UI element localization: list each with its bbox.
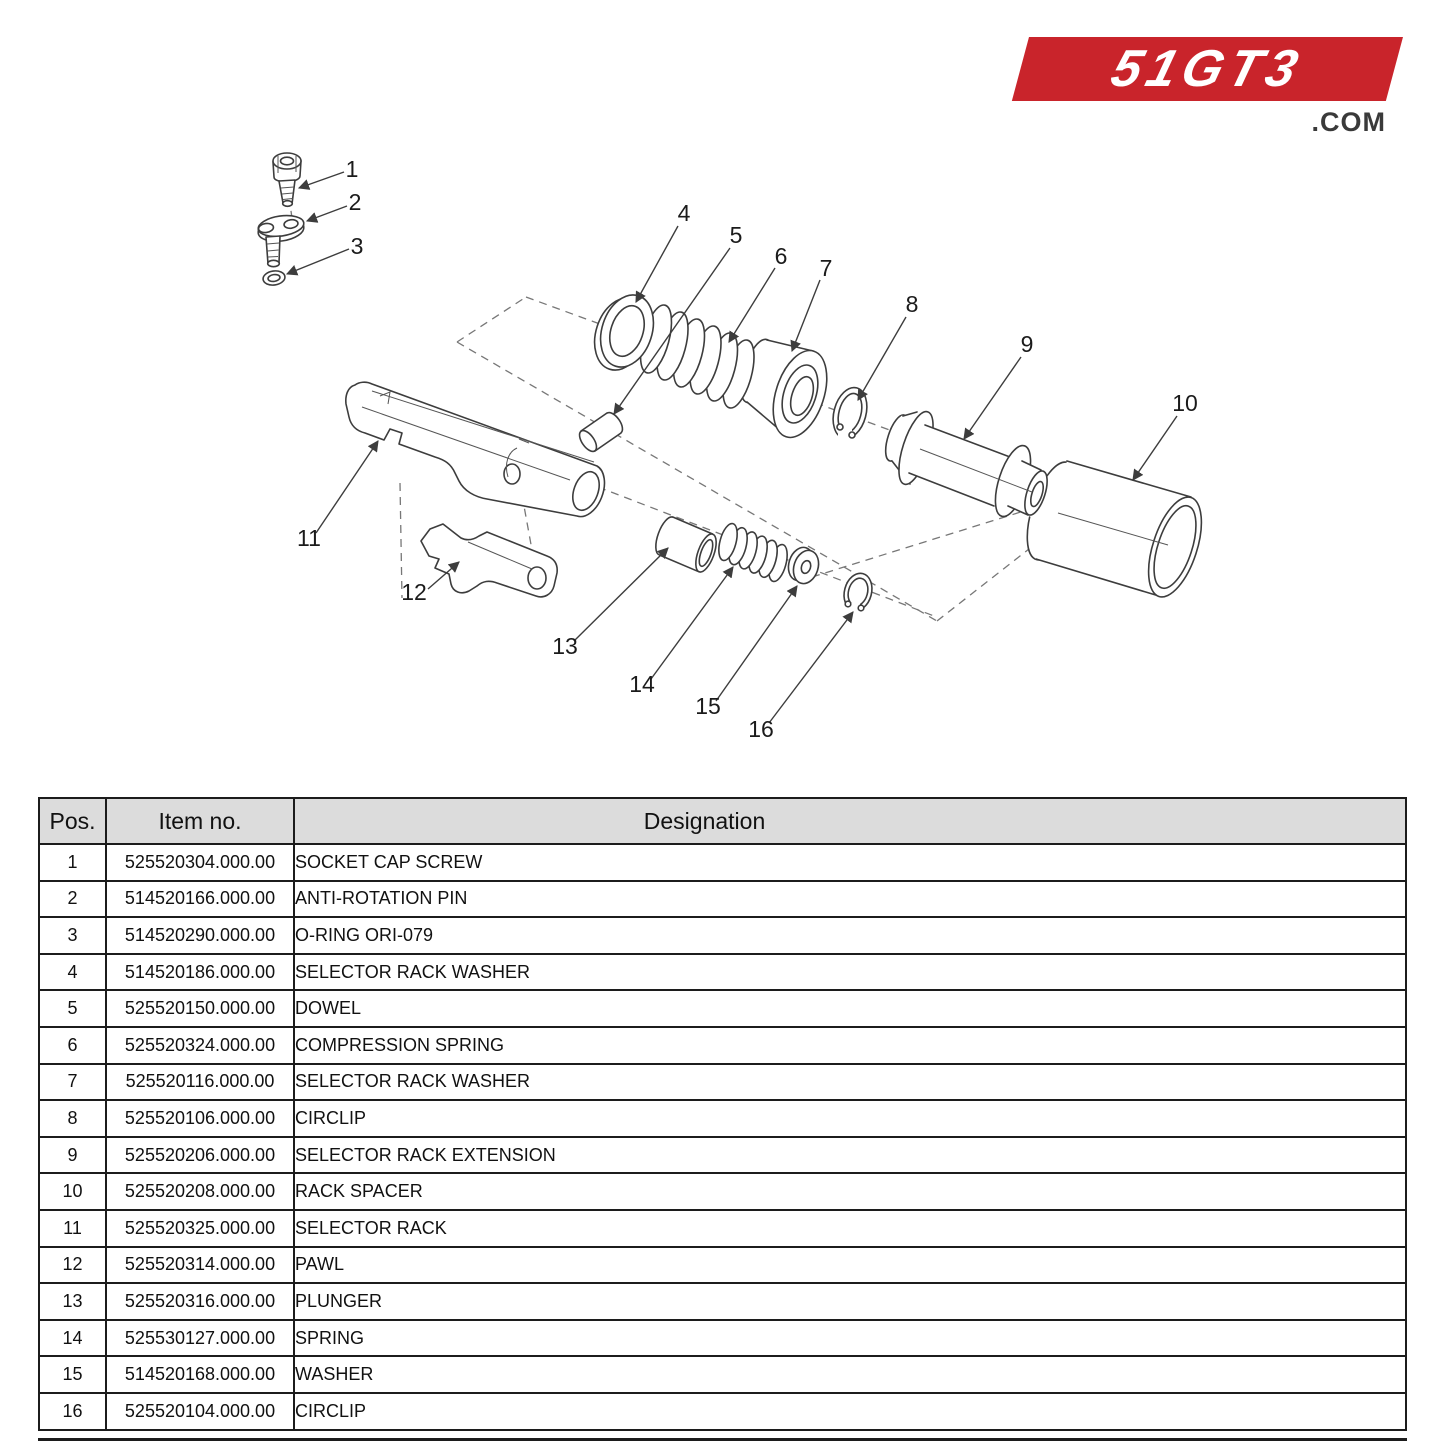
callout-9: 9 bbox=[1020, 331, 1034, 357]
header-item-no: Item no. bbox=[106, 798, 294, 844]
cell-designation: CIRCLIP bbox=[294, 1100, 1406, 1137]
cell-pos: 9 bbox=[39, 1137, 106, 1174]
cell-pos: 5 bbox=[39, 990, 106, 1027]
callout-14: 14 bbox=[629, 671, 655, 697]
callout-12: 12 bbox=[401, 579, 427, 605]
cell-designation: SOCKET CAP SCREW bbox=[294, 844, 1406, 881]
cell-item-no: 525520206.000.00 bbox=[106, 1137, 294, 1174]
table-row bbox=[39, 1173, 1406, 1210]
cell-item-no: 525520314.000.00 bbox=[106, 1247, 294, 1284]
table-row bbox=[39, 1320, 1406, 1357]
cell-designation: PLUNGER bbox=[294, 1283, 1406, 1320]
cell-pos: 11 bbox=[39, 1210, 106, 1247]
cell-designation: SELECTOR RACK bbox=[294, 1210, 1406, 1247]
table-row bbox=[39, 1283, 1406, 1320]
cell-pos: 14 bbox=[39, 1320, 106, 1357]
cell-item-no: 514520168.000.00 bbox=[106, 1356, 294, 1393]
table-row bbox=[39, 990, 1406, 1027]
leader-4 bbox=[636, 226, 678, 302]
table-row bbox=[39, 881, 1406, 918]
leader-14 bbox=[651, 567, 733, 679]
part-circlip-small bbox=[840, 570, 876, 615]
part-pawl bbox=[421, 524, 557, 597]
part-plunger bbox=[652, 514, 721, 574]
table-row bbox=[39, 1100, 1406, 1137]
cell-designation: O-RING ORI-079 bbox=[294, 917, 1406, 954]
cell-designation: PAWL bbox=[294, 1247, 1406, 1284]
cell-designation: ANTI-ROTATION PIN bbox=[294, 881, 1406, 918]
table-continuation-line bbox=[38, 1438, 1407, 1441]
table-row bbox=[39, 1247, 1406, 1284]
cell-pos: 12 bbox=[39, 1247, 106, 1284]
part-washer bbox=[784, 544, 822, 587]
cell-pos: 1 bbox=[39, 844, 106, 881]
leader-8 bbox=[858, 317, 906, 400]
table-row bbox=[39, 1027, 1406, 1064]
part-anti-rotation-pin bbox=[257, 213, 306, 267]
cell-pos: 13 bbox=[39, 1283, 106, 1320]
leader-2 bbox=[307, 206, 347, 221]
part-selector-rack-extension bbox=[881, 408, 1052, 521]
cell-pos: 16 bbox=[39, 1393, 106, 1430]
cell-designation: WASHER bbox=[294, 1356, 1406, 1393]
callout-10: 10 bbox=[1172, 390, 1198, 416]
table-row bbox=[39, 1356, 1406, 1393]
cell-designation: RACK SPACER bbox=[294, 1173, 1406, 1210]
leader-1 bbox=[299, 172, 344, 188]
callout-7: 7 bbox=[819, 255, 833, 281]
cell-item-no: 514520186.000.00 bbox=[106, 954, 294, 991]
table-row bbox=[39, 954, 1406, 991]
cell-pos: 4 bbox=[39, 954, 106, 991]
callout-6: 6 bbox=[774, 243, 788, 269]
part-spring-small bbox=[715, 522, 790, 584]
cell-pos: 2 bbox=[39, 881, 106, 918]
table-row bbox=[39, 917, 1406, 954]
callout-5: 5 bbox=[729, 222, 743, 248]
cell-designation: COMPRESSION SPRING bbox=[294, 1027, 1406, 1064]
leader-11 bbox=[316, 441, 378, 533]
callout-8: 8 bbox=[905, 291, 919, 317]
cell-item-no: 514520166.000.00 bbox=[106, 881, 294, 918]
cell-item-no: 514520290.000.00 bbox=[106, 917, 294, 954]
table-row bbox=[39, 1210, 1406, 1247]
cell-pos: 15 bbox=[39, 1356, 106, 1393]
cell-designation: SELECTOR RACK WASHER bbox=[294, 1064, 1406, 1101]
table-row bbox=[39, 1393, 1406, 1430]
table-row bbox=[39, 844, 1406, 881]
callout-2: 2 bbox=[348, 189, 362, 215]
logo-text: 51GT3 bbox=[1105, 40, 1310, 98]
cell-designation: DOWEL bbox=[294, 990, 1406, 1027]
cell-item-no: 525520150.000.00 bbox=[106, 990, 294, 1027]
cell-item-no: 525520104.000.00 bbox=[106, 1393, 294, 1430]
cell-item-no: 525520325.000.00 bbox=[106, 1210, 294, 1247]
parts-table bbox=[38, 797, 1407, 1431]
leader-3 bbox=[287, 249, 349, 274]
part-circlip-upper bbox=[828, 384, 872, 443]
cell-designation: CIRCLIP bbox=[294, 1393, 1406, 1430]
callout-3: 3 bbox=[350, 233, 364, 259]
cell-item-no: 525520304.000.00 bbox=[106, 844, 294, 881]
leader-13 bbox=[574, 548, 668, 641]
part-socket-cap-screw bbox=[273, 153, 301, 206]
cell-pos: 8 bbox=[39, 1100, 106, 1137]
leader-7 bbox=[792, 280, 820, 351]
cell-item-no: 525520324.000.00 bbox=[106, 1027, 294, 1064]
cell-item-no: 525520208.000.00 bbox=[106, 1173, 294, 1210]
callout-16: 16 bbox=[748, 716, 774, 742]
leader-15 bbox=[716, 586, 797, 701]
leader-10 bbox=[1133, 416, 1177, 480]
callout-15: 15 bbox=[695, 693, 721, 719]
cell-designation: SPRING bbox=[294, 1320, 1406, 1357]
cell-pos: 3 bbox=[39, 917, 106, 954]
part-dowel bbox=[576, 410, 626, 455]
table-row bbox=[39, 1137, 1406, 1174]
callout-4: 4 bbox=[677, 200, 691, 226]
cell-item-no: 525520106.000.00 bbox=[106, 1100, 294, 1137]
leader-6 bbox=[729, 268, 775, 342]
cell-pos: 7 bbox=[39, 1064, 106, 1101]
cell-pos: 6 bbox=[39, 1027, 106, 1064]
cell-item-no: 525520116.000.00 bbox=[106, 1064, 294, 1101]
part-o-ring bbox=[262, 270, 286, 287]
leader-9 bbox=[964, 357, 1021, 439]
logo-tld: .COM bbox=[1311, 107, 1386, 137]
header-pos: Pos. bbox=[39, 798, 106, 844]
table-row bbox=[39, 1064, 1406, 1101]
cell-designation: SELECTOR RACK WASHER bbox=[294, 954, 1406, 991]
cell-designation: SELECTOR RACK EXTENSION bbox=[294, 1137, 1406, 1174]
table-header-row bbox=[39, 798, 1406, 844]
cell-pos: 10 bbox=[39, 1173, 106, 1210]
header-designation: Designation bbox=[294, 798, 1406, 844]
callout-11: 11 bbox=[297, 525, 321, 551]
callout-1: 1 bbox=[345, 156, 359, 182]
cell-item-no: 525520316.000.00 bbox=[106, 1283, 294, 1320]
callout-13: 13 bbox=[552, 633, 578, 659]
leader-16 bbox=[769, 612, 853, 723]
part-selector-rack bbox=[346, 382, 605, 516]
cell-item-no: 525530127.000.00 bbox=[106, 1320, 294, 1357]
